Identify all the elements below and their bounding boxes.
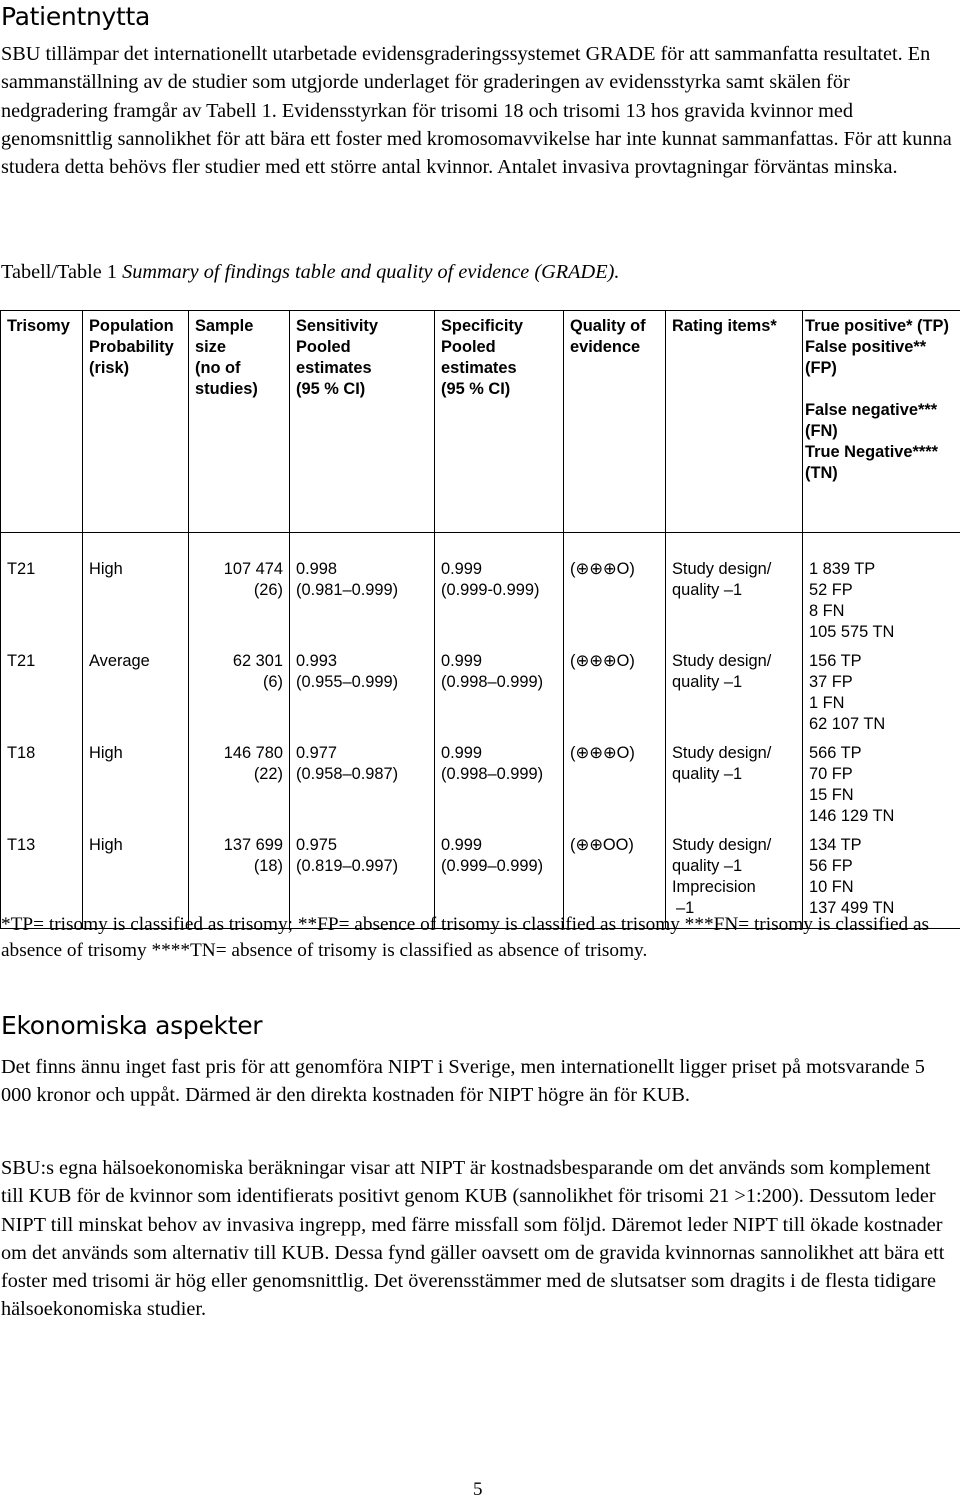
cell-sensitivity: 0.998 (0.981–0.999) bbox=[290, 533, 435, 647]
cell-specificity: 0.999 (0.998–0.999) bbox=[435, 646, 564, 738]
table-data-row bbox=[1, 738, 960, 830]
header-population: Population Probability (risk) bbox=[83, 311, 189, 533]
header-specificity: Specificity Pooled estimates (95 % CI) bbox=[435, 311, 564, 533]
cell-outcomes: 566 TP 70 FP 15 FN 146 129 TN bbox=[803, 738, 960, 830]
cell-specificity: 0.999 (0.998–0.999) bbox=[435, 738, 564, 830]
cell-outcomes: 134 TP 56 FP 10 FN 137 499 TN bbox=[803, 830, 960, 929]
economics-paragraph-1: Det finns ännu inget fast pris för att genomföra NIPT i Sverige, men internationellt ligger priset på motsvarande 5 000 kronor och uppåt. Därmed är den direkta kostnaden för NIPT högre än för KUB. bbox=[1, 1056, 925, 1107]
cell-outcomes: 1 839 TP 52 FP 8 FN 105 575 TN bbox=[803, 533, 960, 647]
cell-trisomy: T21 bbox=[1, 646, 83, 738]
economics-paragraph-2: SBU:s egna hälsoekonomiska beräkningar visar att NIPT är kostnadsbesparande om det används som komplement till KUB för de kvinnor som identifierats positivt genom KUB (sannolikhet för trisomi 21 >1:200). Dessutom leder NIPT till minskat behov av invasiva ingrepp, med färre missfall som följd. Däremot leder NIPT till ökade kostnader om det används som alternativ till KUB. Dessa fynd gäller oavsett om de gravida kvinnornas sannolikhet att bära ett foster med trisomi är hög eller genomsnittlig. Det överensstämmer med de slutsatser som dragits i de flesta tidigare hälsoekonomiska studier. bbox=[1, 1157, 945, 1321]
cell-population: Average bbox=[83, 646, 189, 738]
cell-quality: (⊕⊕OO) bbox=[564, 830, 666, 929]
economics-heading: Ekonomiska aspekter bbox=[1, 1011, 263, 1040]
cell-population: High bbox=[83, 533, 189, 647]
cell-trisomy: T21 bbox=[1, 533, 83, 647]
cell-sensitivity: 0.993 (0.955–0.999) bbox=[290, 646, 435, 738]
cell-rating: Study design/ quality –1 bbox=[666, 533, 803, 647]
cell-sample-size: 146 780 (22) bbox=[189, 738, 290, 830]
cell-quality: (⊕⊕⊕O) bbox=[564, 533, 666, 647]
header-rating: Rating items* bbox=[666, 311, 803, 533]
header-outcomes: True positive* (TP) False positive** (FP) False negative*** (FN) True Negative**** (TN) bbox=[803, 311, 960, 533]
table-footnote: *TP= trisomy is classified as trisomy; **FP= absence of trisomy is classified as trisomy ***FN= trisomy is classified as absence of trisomy ****TN= absence of trisomy is classified as absence of trisomy. bbox=[1, 914, 930, 961]
header-sensitivity: Sensitivity Pooled estimates (95 % CI) bbox=[290, 311, 435, 533]
cell-rating: Study design/ quality –1 Imprecision –1 bbox=[666, 830, 803, 929]
cell-rating: Study design/ quality –1 bbox=[666, 738, 803, 830]
cell-population: High bbox=[83, 830, 189, 929]
table-data-row bbox=[1, 533, 960, 647]
cell-sensitivity: 0.975 (0.819–0.997) bbox=[290, 830, 435, 929]
patient-benefit-paragraph: SBU tillämpar det internationellt utarbetade evidensgraderingssystemet GRADE för att sammanfatta resultatet. En sammanställning av de studier som utgjorde underlaget för graderingen av evidensstyrka samt skälen för nedgradering framgår av Tabell 1. Evidensstyrkan för trisomi 18 och trisomi 13 hos gravida kvinnor med genomsnittlig sannolikhet för att bära ett foster med kromosomavvikelse har inte kunnat sammanfattas. För att kunna studera detta behövs fler studier med ett större antal kvinnor. Antalet invasiva provtagningar förväntas minska. bbox=[1, 43, 952, 179]
table-caption bbox=[1, 261, 619, 284]
cell-sample-size: 107 474 (26) bbox=[189, 533, 290, 647]
table-caption-label: Tabell/Table 1 bbox=[1, 261, 117, 283]
cell-specificity: 0.999 (0.999-0.999) bbox=[435, 533, 564, 647]
cell-quality: (⊕⊕⊕O) bbox=[564, 738, 666, 830]
cell-sample-size: 137 699 (18) bbox=[189, 830, 290, 929]
cell-trisomy: T18 bbox=[1, 738, 83, 830]
cell-sensitivity: 0.977 (0.958–0.987) bbox=[290, 738, 435, 830]
table-header-row bbox=[1, 311, 960, 533]
header-quality: Quality of evidence bbox=[564, 311, 666, 533]
cell-population: High bbox=[83, 738, 189, 830]
cell-specificity: 0.999 (0.999–0.999) bbox=[435, 830, 564, 929]
patient-benefit-heading: Patientnytta bbox=[1, 2, 151, 31]
header-sample-size: Sample size (no of studies) bbox=[189, 311, 290, 533]
grade-summary-table bbox=[0, 310, 960, 929]
page-number: 5 bbox=[473, 1479, 483, 1500]
header-trisomy: Trisomy bbox=[1, 311, 83, 533]
table-caption-text: Summary of findings table and quality of evidence (GRADE). bbox=[122, 261, 620, 283]
table-data-row bbox=[1, 646, 960, 738]
cell-sample-size: 62 301 (6) bbox=[189, 646, 290, 738]
cell-rating: Study design/ quality –1 bbox=[666, 646, 803, 738]
cell-quality: (⊕⊕⊕O) bbox=[564, 646, 666, 738]
cell-outcomes: 156 TP 37 FP 1 FN 62 107 TN bbox=[803, 646, 960, 738]
cell-trisomy: T13 bbox=[1, 830, 83, 929]
